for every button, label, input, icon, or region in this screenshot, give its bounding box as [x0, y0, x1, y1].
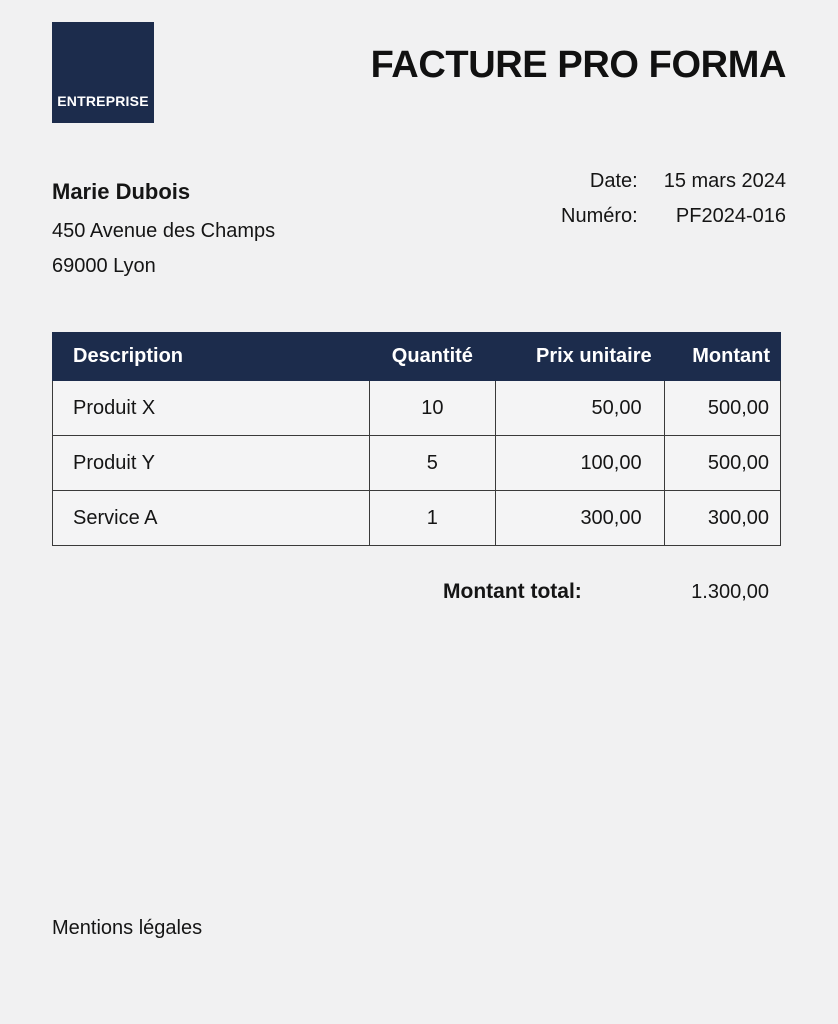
header-amount: Montant [664, 333, 780, 381]
date-value: 15 mars 2024 [663, 170, 786, 192]
row-amount: 500,00 [664, 436, 780, 491]
table-row [53, 491, 781, 546]
row-quantity: 5 [369, 436, 495, 491]
row-unit-price: 300,00 [495, 491, 664, 546]
row-amount: 300,00 [664, 491, 780, 546]
row-amount: 500,00 [664, 381, 780, 436]
meta-number-row [561, 199, 786, 234]
client-address-line-2: 69000 Lyon [52, 255, 156, 277]
row-unit-price: 50,00 [495, 381, 664, 436]
total-label: Montant total: [443, 580, 582, 603]
legal-notice: Mentions légales [52, 917, 203, 939]
row-description: Produit X [53, 381, 370, 436]
header-unit-price: Prix unitaire [495, 333, 664, 381]
table-row [53, 436, 781, 491]
client-address-line-1: 450 Avenue des Champs [52, 220, 276, 242]
document-title: FACTURE PRO FORMA [370, 44, 786, 86]
date-label: Date: [589, 170, 638, 192]
row-description: Produit Y [53, 436, 370, 491]
client-address-block [52, 178, 275, 284]
invoice-meta [561, 164, 786, 234]
row-description: Service A [53, 491, 370, 546]
client-name: Marie Dubois [52, 179, 191, 204]
header-description: Description [53, 333, 370, 381]
row-quantity: 1 [369, 491, 495, 546]
total-value: 1.300,00 [691, 581, 769, 603]
line-items-table [52, 332, 781, 546]
company-logo [52, 22, 154, 123]
header-quantity: Quantité [369, 333, 495, 381]
table-header-row [53, 333, 781, 381]
company-logo-text: ENTREPRISE [57, 93, 149, 109]
invoice-number-value: PF2024-016 [675, 205, 786, 227]
meta-date-row [561, 164, 786, 199]
row-unit-price: 100,00 [495, 436, 664, 491]
row-quantity: 10 [369, 381, 495, 436]
table-row [53, 381, 781, 436]
invoice-number-label: Numéro: [561, 205, 638, 227]
